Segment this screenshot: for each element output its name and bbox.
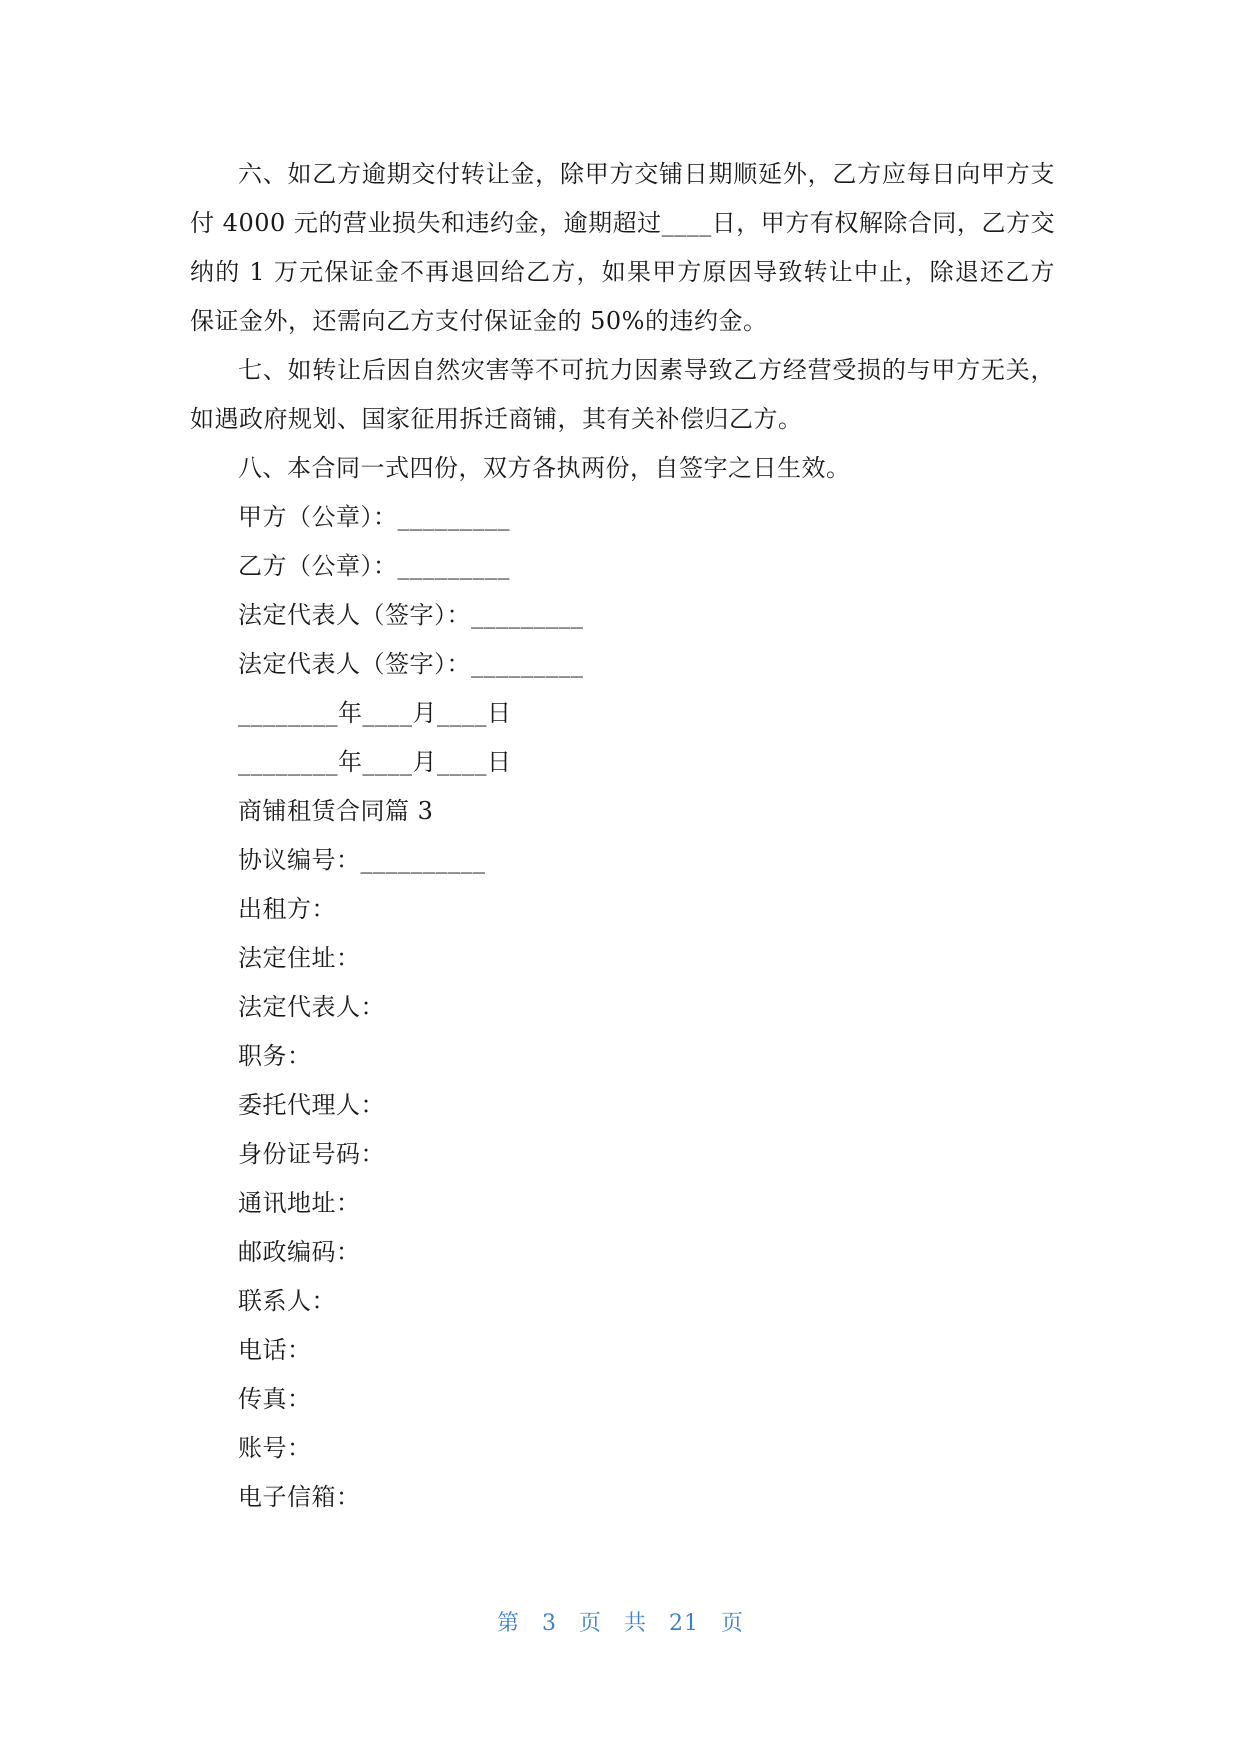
section-title: 商铺租赁合同篇 3 (238, 797, 434, 825)
mailing-address-label: 通讯地址： (238, 1189, 361, 1217)
agreement-number-line: 协议编号：__________ (238, 846, 486, 874)
contact-label: 联系人： (238, 1287, 336, 1315)
legal-rep-label: 法定代表人： (238, 993, 385, 1021)
date-line-b: ________年____月____日 (238, 748, 512, 776)
legal-address-label: 法定住址： (238, 944, 361, 972)
account-label: 账号： (238, 1434, 312, 1462)
legal-rep-signature-line-b: 法定代表人（签字）：_________ (238, 650, 584, 678)
postal-code-label: 邮政编码： (238, 1238, 361, 1266)
lessor-label: 出租方： (238, 895, 336, 923)
clause-seven: 七、如转让后因自然灾害等不可抗力因素导致乙方经营受损的与甲方无关，如遇政府规划、国家征用拆迁商铺，其有关补偿归乙方。 (190, 356, 1055, 433)
document-body (190, 150, 1055, 1522)
agent-label: 委托代理人： (238, 1091, 385, 1119)
legal-rep-signature-line-a: 法定代表人（签字）：_________ (238, 601, 584, 629)
date-line-a: ________年____月____日 (238, 699, 512, 727)
clause-six: 六、如乙方逾期交付转让金，除甲方交铺日期顺延外，乙方应每日向甲方支付 4000 元的营业损失和违约金，逾期超过____日，甲方有权解除合同，乙方交纳的 1 万元保证金不再退回给乙方，如果甲方原因导致转让中止，除退还乙方保证金外，还需向乙方支付保证金的 50%的违约金。 (190, 160, 1055, 335)
fax-label: 传真： (238, 1385, 312, 1413)
email-label: 电子信箱： (238, 1483, 361, 1511)
party-a-seal-line: 甲方（公章）：_________ (238, 503, 510, 531)
id-number-label: 身份证号码： (238, 1140, 385, 1168)
party-b-seal-line: 乙方（公章）：_________ (238, 552, 510, 580)
position-label: 职务： (238, 1042, 312, 1070)
clause-eight: 八、本合同一式四份，双方各执两份，自签字之日生效。 (238, 454, 851, 482)
phone-label: 电话： (238, 1336, 312, 1364)
page-number-footer: 第 3 页 共 21 页 (497, 1611, 744, 1636)
